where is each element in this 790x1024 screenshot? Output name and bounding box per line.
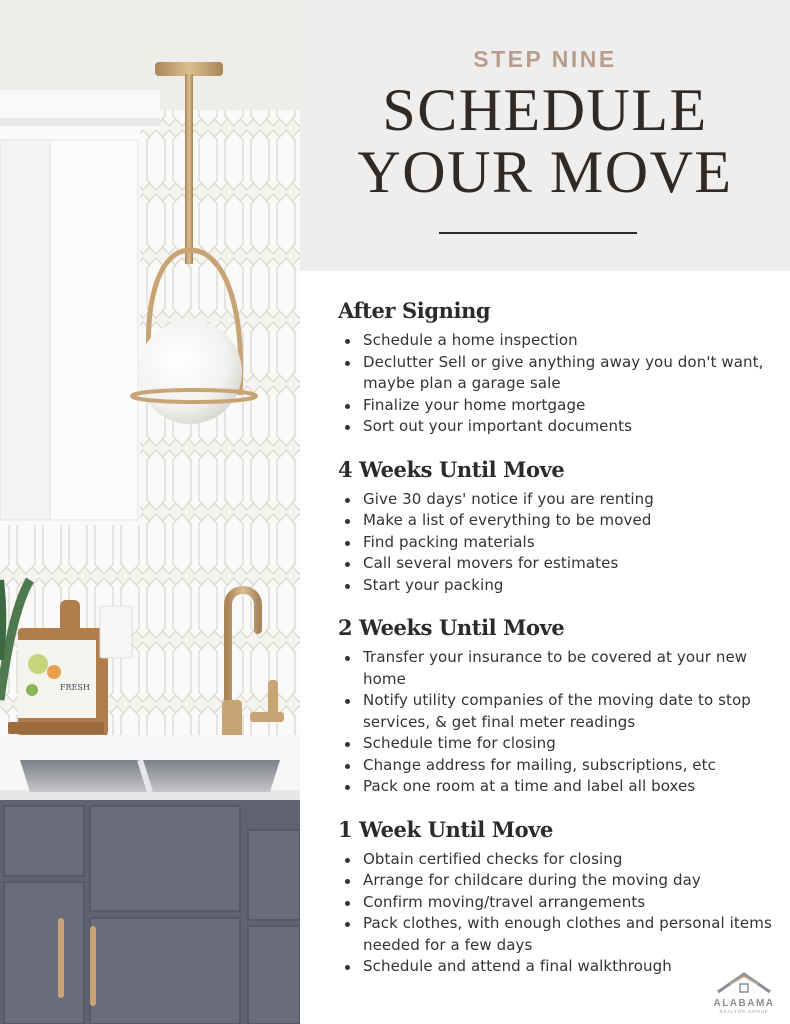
section-2-weeks bbox=[338, 613, 778, 798]
section-1-week bbox=[338, 815, 778, 978]
logo-tagline: REALTOR GROUP bbox=[719, 1009, 769, 1014]
section-title: 2 Weeks Until Move bbox=[338, 615, 565, 640]
logo-name: ALABAMA bbox=[713, 998, 775, 1009]
list-item: Transfer your insurance to be covered at your new home bbox=[338, 647, 778, 690]
checklist-items bbox=[338, 330, 778, 438]
svg-text:FRESH: FRESH bbox=[60, 683, 90, 692]
section-after-signing bbox=[338, 296, 778, 438]
section-title: 4 Weeks Until Move bbox=[338, 456, 565, 482]
list-item: Obtain certified checks for closing bbox=[338, 849, 778, 871]
list-item: Notify utility companies of the moving date to stop services, & get final meter readings bbox=[338, 690, 778, 733]
list-item: Schedule and attend a final walkthrough bbox=[338, 956, 778, 978]
list-item: Make a list of everything to be moved bbox=[338, 510, 778, 532]
list-item: Schedule time for closing bbox=[338, 733, 778, 755]
checklist-items bbox=[338, 647, 778, 798]
list-item: Confirm moving/travel arrangements bbox=[338, 892, 778, 914]
list-item: Start your packing bbox=[338, 575, 778, 597]
moving-checklist bbox=[338, 296, 778, 995]
list-item: Find packing materials bbox=[338, 532, 778, 554]
checklist-items bbox=[338, 849, 778, 978]
section-title: 1 Week Until Move bbox=[338, 816, 553, 842]
list-item: Finalize your home mortgage bbox=[338, 395, 778, 417]
section-4-weeks bbox=[338, 455, 778, 597]
step-label: STEP NINE bbox=[473, 46, 617, 72]
checklist-items bbox=[338, 489, 778, 597]
page-title-line-1: SCHEDULE bbox=[382, 77, 708, 143]
brand-logo bbox=[706, 970, 782, 1014]
list-item: Declutter Sell or give anything away you don't want, maybe plan a garage sale bbox=[338, 352, 778, 395]
list-item: Give 30 days' notice if you are renting bbox=[338, 489, 778, 511]
title-divider bbox=[439, 232, 637, 234]
list-item: Change address for mailing, subscriptions, etc bbox=[338, 755, 778, 777]
section-title: After Signing bbox=[338, 298, 491, 323]
kitchen-photo bbox=[0, 0, 300, 1024]
list-item: Call several movers for estimates bbox=[338, 553, 778, 575]
list-item: Pack one room at a time and label all boxes bbox=[338, 776, 778, 798]
list-item: Pack clothes, with enough clothes and personal items needed for a few days bbox=[338, 913, 778, 956]
house-roof-icon bbox=[714, 970, 774, 996]
page-title-line-2: YOUR MOVE bbox=[357, 139, 733, 205]
list-item: Arrange for childcare during the moving day bbox=[338, 870, 778, 892]
header-block bbox=[300, 0, 790, 271]
list-item: Sort out your important documents bbox=[338, 416, 778, 438]
list-item: Schedule a home inspection bbox=[338, 330, 778, 352]
